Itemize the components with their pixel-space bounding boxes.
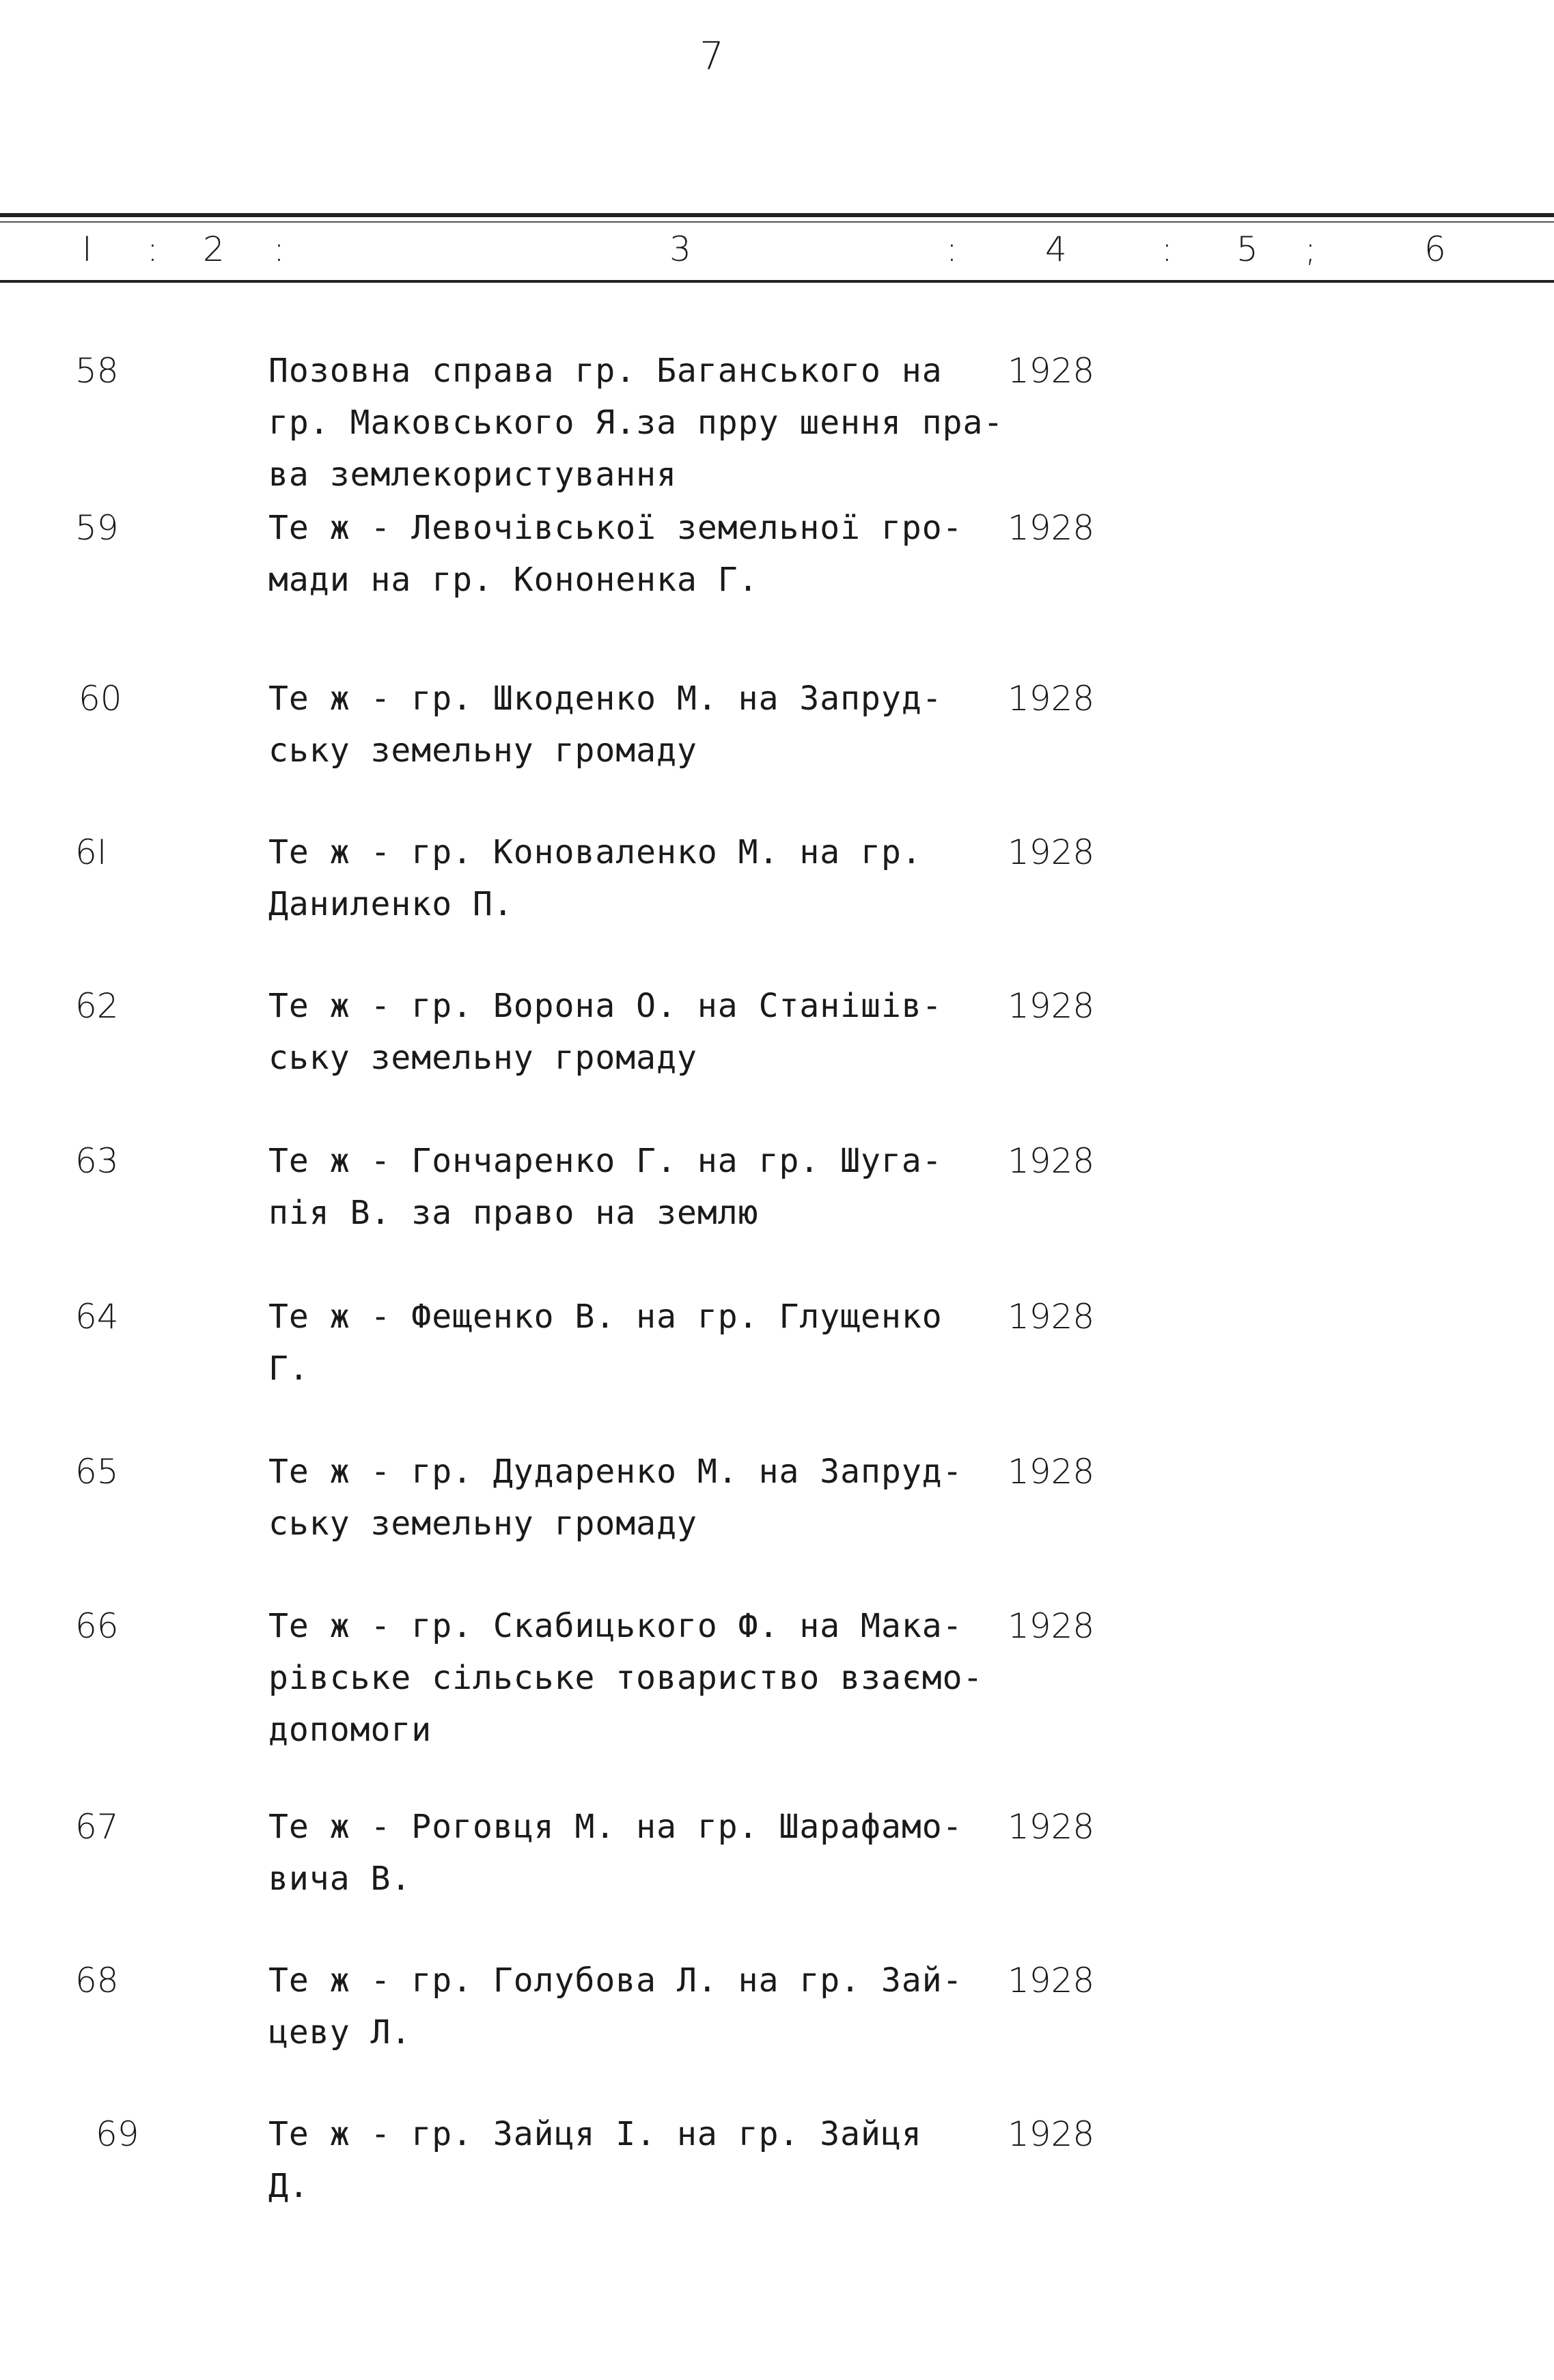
entry-year: 1928 (1008, 832, 1095, 872)
column-separator: ; (1305, 229, 1316, 269)
entry-description-line: Г. (268, 1349, 309, 1388)
entry-year: 1928 (1008, 1141, 1095, 1181)
entry-number: 68 (75, 1961, 119, 2000)
entry-description-line: мади на гр. Кононенка Г. (268, 561, 759, 599)
column-header-1: I (82, 229, 92, 269)
entry-description-line: Позовна справа гр. Баганського на (268, 352, 943, 390)
entry-number: 6I (75, 832, 107, 872)
header-bottom-rule (0, 280, 1554, 283)
column-header-row (0, 225, 1554, 277)
entry-description-line: Те ж - гр. Коноваленко М. на гр. (268, 833, 922, 871)
entry-year: 1928 (1008, 986, 1095, 1026)
entry-description-line: Те ж - гр. Ворона О. на Станішів- (268, 987, 943, 1025)
entry-year: 1928 (1008, 1452, 1095, 1492)
entry-description-line: допомоги (268, 1711, 432, 1749)
entry-description-line: Те ж - Фещенко В. на гр. Глущенко (268, 1298, 943, 1336)
entry-description-line: ську земельну громаду (268, 1039, 697, 1077)
entry-description-line: гр. Маковського Я.за прру шення пра- (268, 404, 1004, 442)
entry-year: 1928 (1008, 1961, 1095, 2000)
entry-description-line: Те ж - гр. Скабицького Ф. на Мака- (268, 1607, 963, 1645)
entry-description-line: Д. (268, 2167, 309, 2205)
column-separator: : (1161, 229, 1173, 269)
column-header-6: 6 (1424, 229, 1446, 269)
entry-number: 67 (75, 1807, 119, 1847)
entry-year: 1928 (1008, 351, 1095, 391)
entry-description-line: цеву Л. (268, 2013, 412, 2052)
header-top-rule (0, 213, 1554, 217)
entry-description-line: Даниленко П. (268, 885, 514, 923)
entry-description-line: Те ж - гр. Голубова Л. на гр. Зай- (268, 1961, 963, 2000)
column-header-4: 4 (1045, 229, 1067, 269)
entry-description-line: Те ж - Левочівської земельної гро- (268, 509, 963, 547)
entry-year: 1928 (1008, 1807, 1095, 1847)
entry-description-line: Те ж - Гончаренко Г. на гр. Шуга- (268, 1142, 943, 1180)
entry-year: 1928 (1008, 1606, 1095, 1646)
entry-description-line: ську земельну громаду (268, 731, 697, 770)
entry-year: 1928 (1008, 679, 1095, 718)
entry-description-line: вича В. (268, 1860, 412, 1898)
column-header-5: 5 (1236, 229, 1258, 269)
header-top-rule-thin (0, 221, 1554, 223)
entry-year: 1928 (1008, 508, 1095, 548)
entry-number: 66 (75, 1606, 119, 1646)
page-number: 7 (699, 34, 724, 79)
entry-number: 58 (75, 351, 119, 391)
entry-number: 69 (96, 2114, 139, 2154)
column-separator: : (147, 229, 158, 269)
entry-description-line: Те ж - гр. Шкоденко М. на Запруд- (268, 680, 943, 718)
entry-description-line: Те ж - Роговця М. на гр. Шарафамо- (268, 1808, 963, 1846)
entry-number: 63 (75, 1141, 119, 1181)
entry-description-line: ську земельну громаду (268, 1504, 697, 1543)
column-header-3: 3 (669, 229, 691, 269)
column-header-2: 2 (203, 229, 225, 269)
entry-number: 64 (75, 1297, 119, 1336)
entry-description-line: пія В. за право на землю (268, 1194, 759, 1232)
entry-number: 59 (75, 508, 119, 548)
entry-description-line: ва землекористування (268, 456, 677, 494)
column-separator: : (273, 229, 285, 269)
column-separator: : (946, 229, 958, 269)
entry-year: 1928 (1008, 1297, 1095, 1336)
entry-number: 65 (75, 1452, 119, 1492)
entry-number: 60 (79, 679, 122, 718)
entry-number: 62 (75, 986, 119, 1026)
entry-description-line: Те ж - гр. Дударенко М. на Запруд- (268, 1453, 963, 1491)
entry-description-line: Те ж - гр. Зайця І. на гр. Зайця (268, 2115, 922, 2153)
entry-description-line: рівське сільське товариство взаємо- (268, 1659, 984, 1697)
entry-year: 1928 (1008, 2114, 1095, 2154)
